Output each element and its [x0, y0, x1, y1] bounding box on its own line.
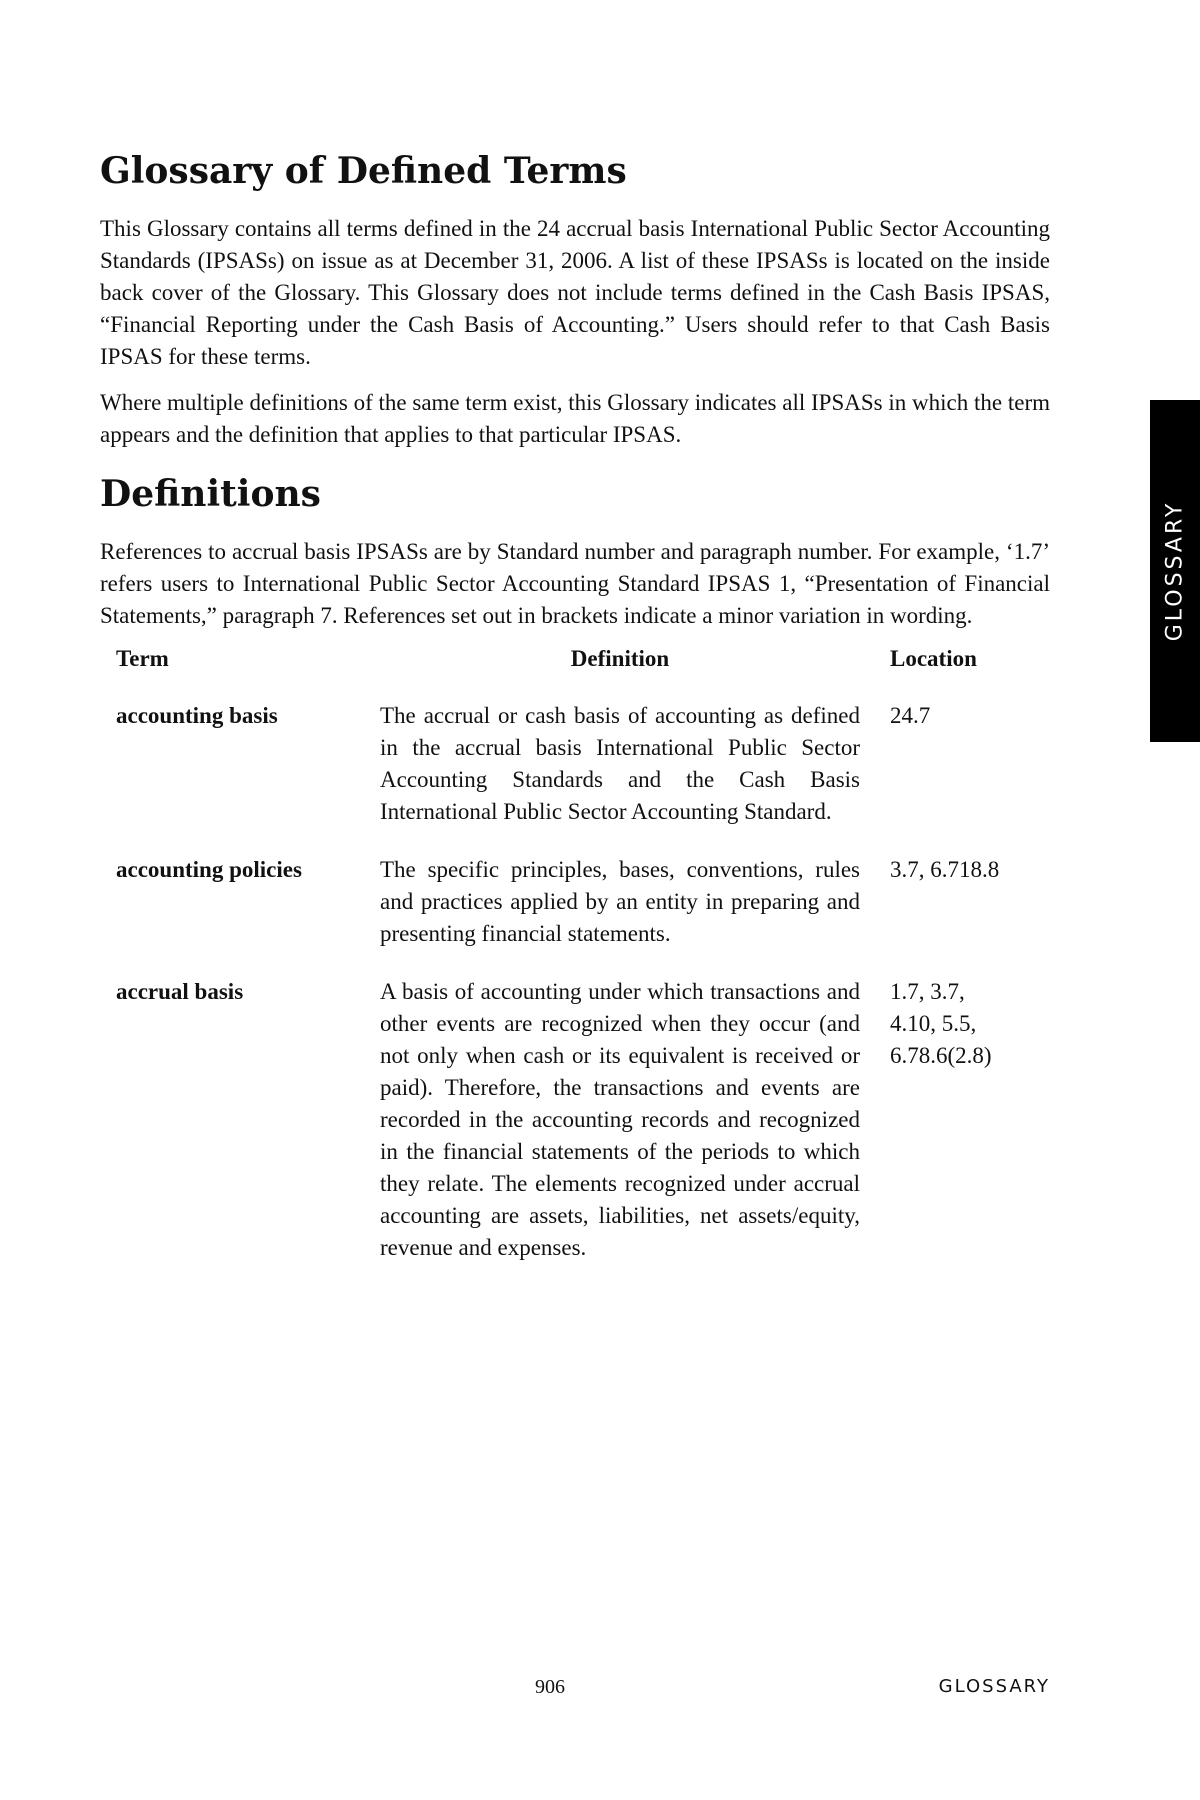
location-reference: 1.7, 3.7,	[890, 979, 965, 1005]
location-reference: 4.10, 5.5,	[890, 1011, 977, 1037]
footer-section-label: GLOSSARY	[938, 1676, 1050, 1697]
table-header-row	[100, 646, 1050, 700]
term-cell: accounting basis	[116, 703, 278, 729]
table-row	[100, 700, 1050, 854]
section-side-tab	[1150, 400, 1200, 742]
location-cell	[890, 700, 1050, 854]
location-cell	[890, 854, 1050, 976]
definitions-heading: Definitions	[100, 473, 321, 516]
intro-paragraph-2: Where multiple definitions of the same term exist, this Glossary indicates all IPSASs in which the term appears and the definition that applies to that particular IPSAS.	[100, 390, 1050, 448]
term-cell: accounting policies	[116, 857, 302, 883]
glossary-table	[100, 646, 1050, 1290]
definition-cell: The specific principles, bases, conventions, rules and practices applied by an entity in preparing and presenting financial statements.	[380, 857, 860, 947]
intro-paragraph-1: This Glossary contains all terms defined in the 24 accrual basis International Public Sector Accounting Standards (IPSASs) on issue as at December 31, 2006. A list of these IPSASs is located on the inside back cover of the Glossary. This Glossary does not include terms defined in the Cash Basis IPSAS, “Financial Reporting under the Cash Basis of Accounting.” Users should refer to that Cash Basis IPSAS for these terms.	[100, 216, 1050, 370]
location-reference: 24.7	[890, 703, 931, 729]
location-reference: 6.78.6(2.8)	[890, 1043, 992, 1069]
definitions-intro: References to accrual basis IPSASs are by Standard number and paragraph number. For example, ‘1.7’ refers users to International Public Sector Accounting Standard IPSAS 1, “Presentation of Financial Statements,” paragraph 7. References set out in brackets indicate a minor variation in wording.	[100, 539, 1050, 629]
page-title: Glossary of Defined Terms	[100, 150, 627, 192]
location-column-header: Location	[890, 646, 977, 672]
definition-cell: A basis of accounting under which transactions and other events are recognized when they occur (and not only when cash or its equivalent is received or paid). Therefore, the transactions and events are recorded in the accounting records and recognized in the financial statements of the periods to which they relate. The elements recognized under accrual accounting are assets, liabilities, net assets/equity, revenue and expenses.	[380, 979, 860, 1261]
term-column-header: Term	[116, 646, 169, 672]
term-cell: accrual basis	[116, 979, 244, 1005]
definition-column-header: Definition	[570, 646, 670, 672]
page-content	[100, 150, 1050, 1290]
table-row	[100, 976, 1050, 1290]
table-row	[100, 854, 1050, 976]
location-cell	[890, 976, 1050, 1290]
location-reference: 3.7, 6.718.8	[890, 857, 1000, 883]
definition-cell: The accrual or cash basis of accounting as defined in the accrual basis International Public Sector Accounting Standards and the Cash Basis International Public Sector Accounting Standard.	[380, 703, 860, 825]
side-tab-label: GLOSSARY	[1162, 500, 1188, 642]
page-number: 906	[535, 1676, 565, 1698]
